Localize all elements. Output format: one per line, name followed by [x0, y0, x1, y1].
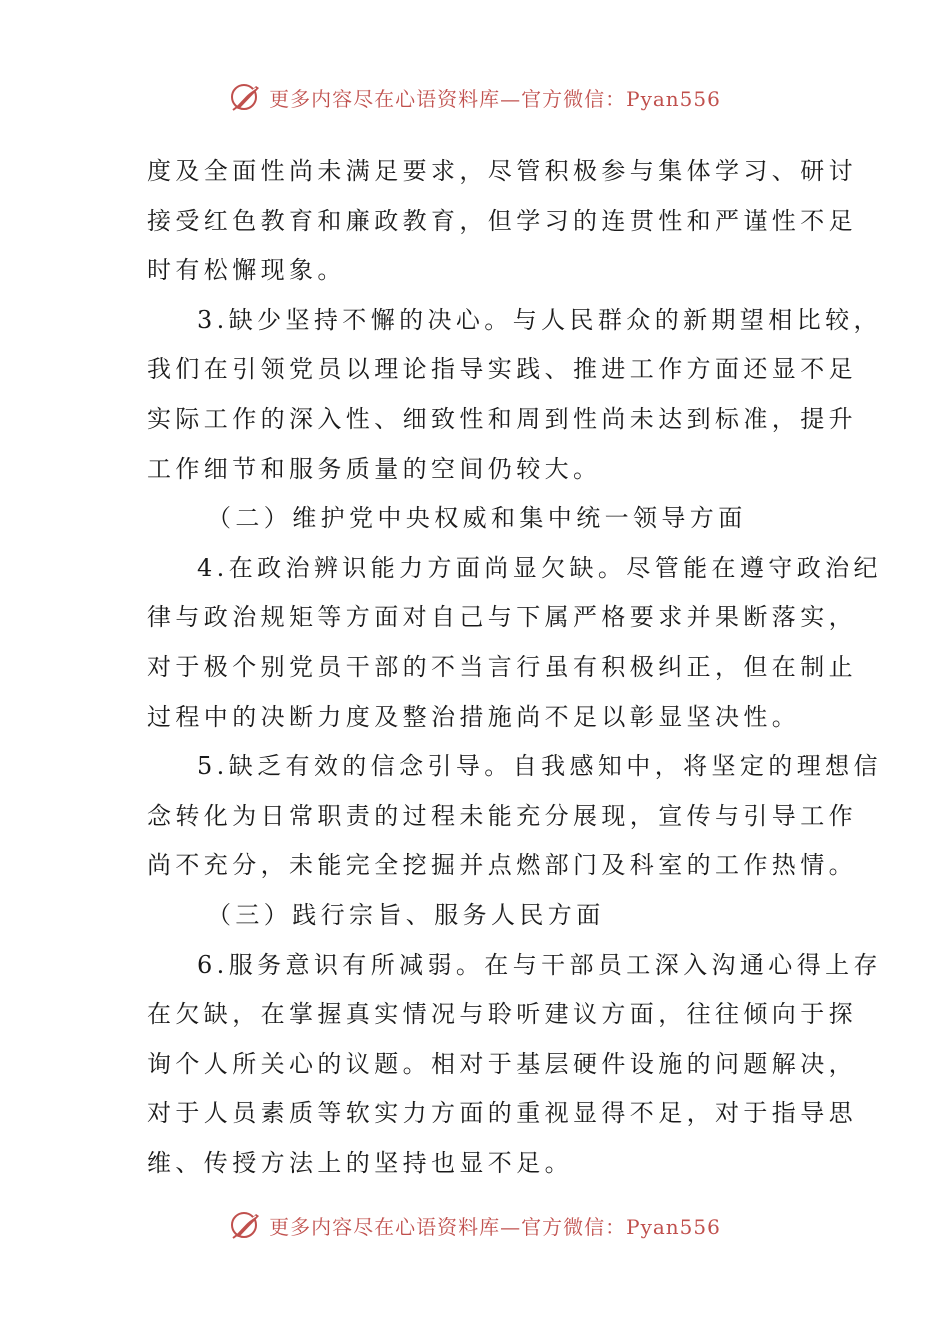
body-line: 尚不充分，未能完全挖掘并点燃部门及科室的工作热情。: [147, 851, 857, 880]
body-line: 接受红色教育和廉政教育，但学习的连贯性和严谨性不足: [147, 206, 857, 235]
header-watermark: [0, 80, 950, 114]
body-line: 时有松懈现象。: [147, 256, 346, 285]
body-line: 询个人所关心的议题。相对于基层硬件设施的问题解决，: [147, 1049, 857, 1078]
footer-watermark: [0, 1208, 950, 1242]
footer-watermark-text: 更多内容尽在心语资料库—官方微信：Pyan556: [269, 1214, 721, 1239]
header-watermark-text: 更多内容尽在心语资料库—官方微信：Pyan556: [269, 86, 721, 111]
body-line: 对于人员素质等软实力方面的重视显得不足，对于指导思: [147, 1099, 857, 1128]
body-line: 实际工作的深入性、细致性和周到性尚未达到标准，提升: [147, 404, 857, 433]
body-line: 过程中的决断力度及整治措施尚不足以彰显坚决性。: [147, 702, 801, 731]
section-2-heading: （二）维护党中央权威和集中统一领导方面: [207, 504, 747, 533]
body-line: 对于极个别党员干部的不当言行虽有积极纠正，但在制止: [147, 652, 857, 681]
body-line: 在欠缺，在掌握真实情况与聆听建议方面，往往倾向于探: [147, 1000, 857, 1029]
body-line: 工作细节和服务质量的空间仍较大。: [147, 454, 602, 483]
body-line: 念转化为日常职责的过程未能充分展现，宣传与引导工作: [147, 801, 857, 830]
section-3-heading: （三）践行宗旨、服务人民方面: [207, 900, 605, 929]
body-line: 律与政治规矩等方面对自己与下属严格要求并果断落实，: [147, 603, 857, 632]
body-line: 维、传授方法上的坚持也显不足。: [147, 1148, 573, 1177]
document-body: [147, 147, 882, 1188]
quill-pen-icon: [229, 1208, 263, 1242]
item-6-heading-line: 6.服务意识有所减弱。在与干部员工深入沟通心得上存: [197, 950, 882, 979]
item-3-heading-line: 3.缺少坚持不懈的决心。与人民群众的新期望相比较，: [197, 305, 882, 334]
body-line: 度及全面性尚未满足要求，尽管积极参与集体学习、研讨: [147, 157, 857, 185]
quill-pen-icon: [229, 80, 263, 114]
item-5-heading-line: 5.缺乏有效的信念引导。自我感知中，将坚定的理想信: [197, 752, 882, 781]
body-line: 我们在引领党员以理论指导实践、推进工作方面还显不足: [147, 355, 857, 384]
item-4-heading-line: 4.在政治辨识能力方面尚显欠缺。尽管能在遵守政治纪: [197, 553, 882, 582]
